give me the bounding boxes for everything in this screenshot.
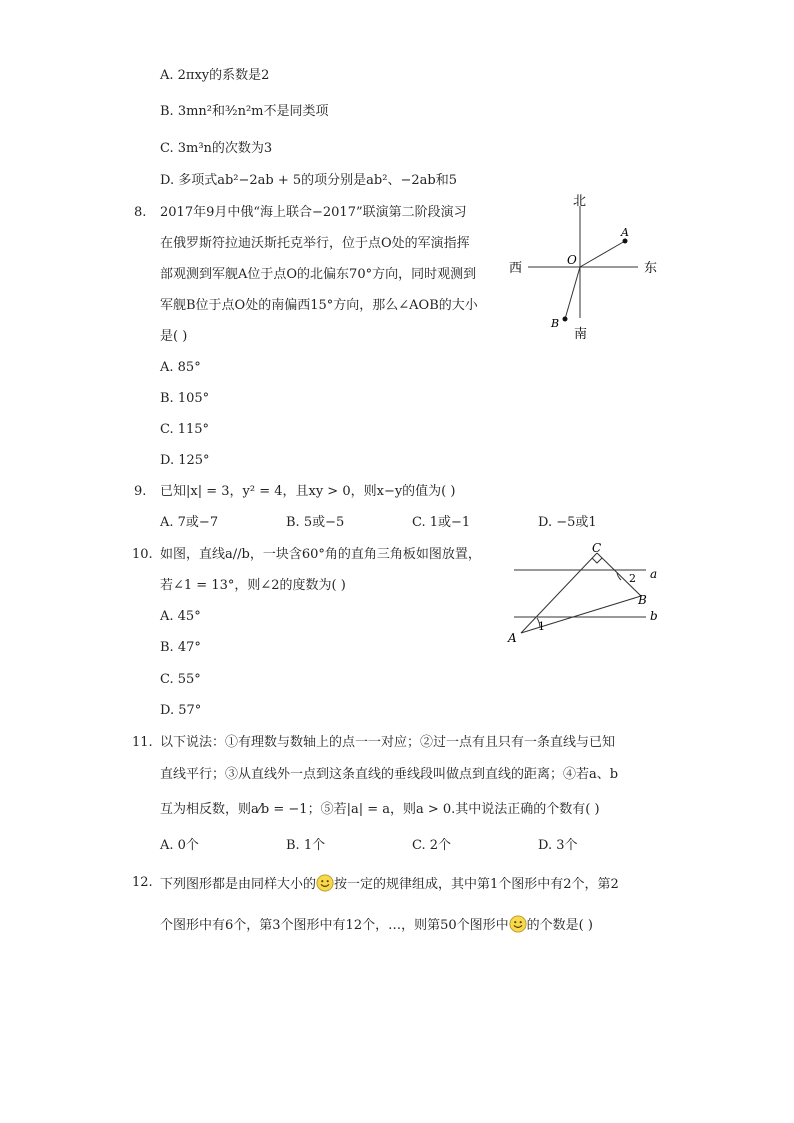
- q9-option-a: A. 7或−7: [160, 515, 219, 530]
- label-west: 西: [509, 261, 523, 276]
- q9-option-d: D. −5或1: [538, 515, 597, 530]
- q8-option-b: B. 105°: [160, 391, 210, 406]
- q11-text-line-1: 以下说法：①有理数与数轴上的点一一对应；②过一点有且只有一条直线与已知: [160, 735, 616, 750]
- q7-option-c: C. 3m³n的次数为3: [160, 141, 273, 156]
- q8-text-line-4: 军舰B位于点O处的南偏西15°方向，那么∠AOB的大小: [160, 298, 478, 313]
- q8-number: 8.: [134, 205, 147, 220]
- q8-text-line-3: 部观测到军舰A位于点O的北偏东70°方向，同时观测到: [160, 267, 477, 282]
- label-point-a: A: [508, 631, 517, 645]
- q8-option-c: C. 115°: [160, 422, 210, 437]
- label-angle-1: 1: [538, 620, 545, 633]
- q12-text-line-1: [160, 874, 619, 894]
- label-b: B: [551, 317, 560, 330]
- q9-text: 已知|x| = 3，y² = 4，且xy > 0，则x−y的值为( ): [160, 484, 456, 499]
- q7-option-d: D. 多项式ab²−2ab + 5的项分别是ab²、−2ab和5: [160, 173, 457, 188]
- q10-option-a: A. 45°: [160, 609, 201, 624]
- q8-text-line-2: 在俄罗斯符拉迪沃斯托克举行，位于点O处的军演指挥: [160, 236, 470, 251]
- q9-option-c: C. 1或−1: [412, 515, 471, 530]
- q10-number: 10.: [132, 547, 153, 562]
- label-o: O: [567, 253, 577, 267]
- smiley-icon: [509, 915, 527, 933]
- label-angle-2: 2: [629, 572, 636, 585]
- q12-line1-part-a: 下列图形都是由同样大小的: [160, 877, 317, 892]
- ray-ob: [565, 267, 580, 319]
- q10-triangle-figure: [500, 536, 670, 648]
- q12-number: 12.: [132, 875, 153, 890]
- q8-text-line-1: 2017年9月中俄“海上联合−2017”联演第二阶段演习: [160, 205, 467, 220]
- label-c: C: [592, 541, 602, 555]
- q8-option-d: D. 125°: [160, 453, 210, 468]
- label-a: A: [621, 226, 629, 239]
- q11-option-c: C. 2个: [412, 838, 452, 853]
- q11-option-b: B. 1个: [286, 838, 326, 853]
- point-a: [623, 239, 628, 244]
- q12-text-line-2: [160, 915, 593, 935]
- q12-line1-part-b: 按一定的规律组成，其中第1个图形中有2个，第2: [334, 877, 619, 892]
- q7-option-a: A. 2πxy的系数是2: [160, 68, 270, 83]
- smiley-icon: [316, 874, 334, 892]
- label-point-b: B: [638, 593, 647, 607]
- q11-option-d: D. 3个: [538, 838, 578, 853]
- label-line-a: a: [650, 567, 658, 581]
- label-east: 东: [644, 261, 658, 276]
- label-north: 北: [573, 194, 587, 209]
- q10-text-line-1: 如图，直线a//b，一块含60°角的直角三角板如图放置，: [160, 547, 481, 562]
- ray-oa: [580, 241, 625, 267]
- q10-option-c: C. 55°: [160, 672, 201, 687]
- q8-option-a: A. 85°: [160, 360, 201, 375]
- point-b: [563, 317, 568, 322]
- q11-number: 11.: [132, 735, 153, 750]
- right-angle-mark: [592, 558, 602, 563]
- q12-line2-part-b: 的个数是( ): [526, 918, 593, 933]
- q8-compass-figure: [500, 188, 670, 348]
- q11-option-a: A. 0个: [160, 838, 199, 853]
- label-south: 南: [574, 327, 588, 342]
- q11-text-line-2: 直线平行；③从直线外一点到这条直线的垂线段叫做点到直线的距离；④若a、b: [160, 767, 619, 782]
- label-line-b: b: [650, 609, 658, 623]
- q10-text-line-2: 若∠1 = 13°，则∠2的度数为( ): [160, 578, 346, 593]
- q8-text-line-5: 是( ): [160, 329, 188, 344]
- q10-option-d: D. 57°: [160, 703, 202, 718]
- q9-number: 9.: [134, 484, 147, 499]
- q7-option-b: B. 3mn²和³⁄₂n²m不是同类项: [160, 104, 329, 119]
- q9-option-b: B. 5或−5: [286, 515, 345, 530]
- q12-line2-part-a: 个图形中有6个，第3个图形中有12个，…，则第50个图形中: [160, 918, 509, 933]
- q11-text-line-3: 互为相反数，则a⁄b = −1；⑤若|a| = a，则a > 0.其中说法正确的个数有( ): [160, 802, 600, 817]
- q10-option-b: B. 47°: [160, 640, 201, 655]
